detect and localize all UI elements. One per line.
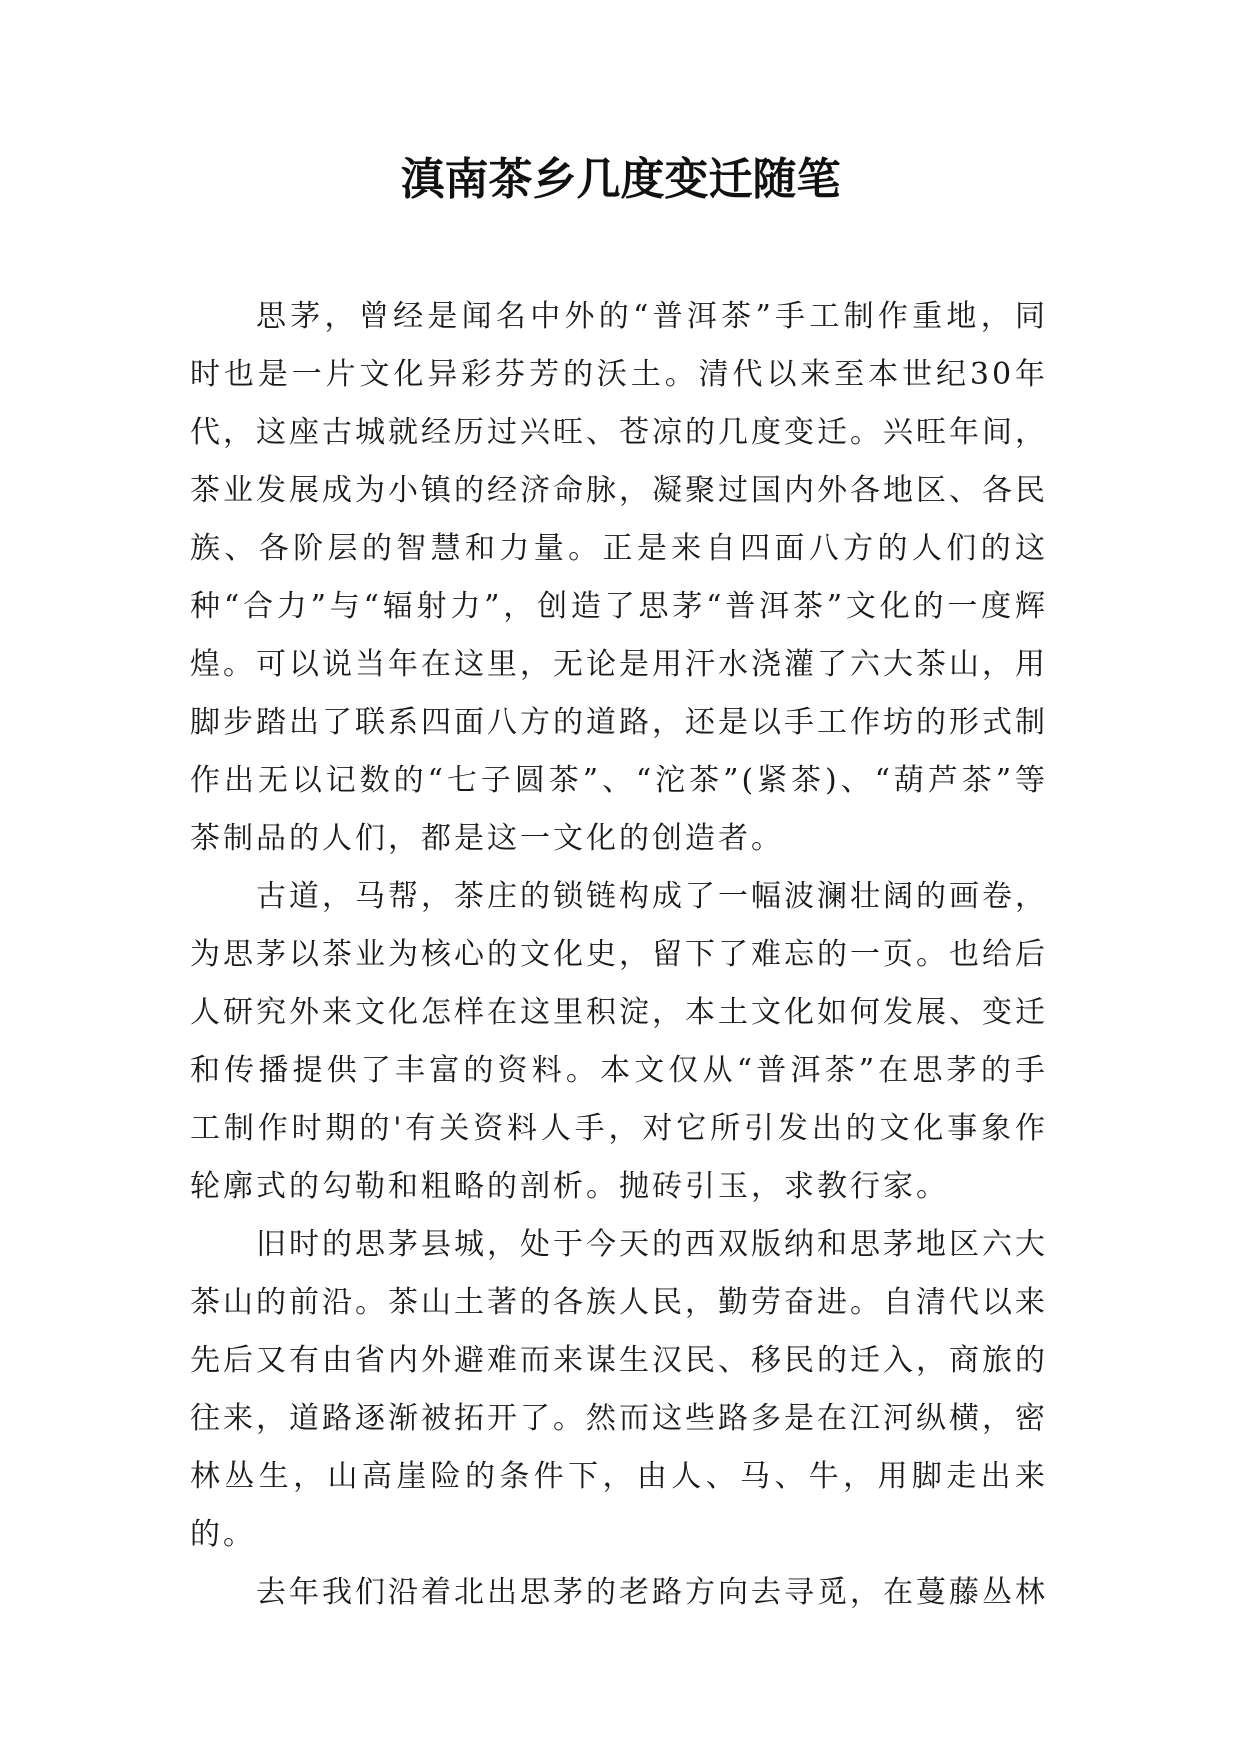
paragraph: 思茅，曾经是闻名中外的“普洱茶”手工制作重地，同时也是一片文化异彩芬芳的沃土。清代以来至本世纪30年代，这座古城就经历过兴旺、苍凉的几度变迁。兴旺年间，茶业发展成为小镇的经济命脉，凝聚过国内外各地区、各民族、各阶层的智慧和力量。正是来自四面八方的人们的这种“合力”与“辐射力”，创造了思茅“普洱茶”文化的一度辉煌。可以说当年在这里，无论是用汗水浇灌了六大茶山，用脚步踏出了联系四面八方的道路，还是以手工作坊的形式制作出无以记数的“七子圆茶”、“沱茶”(紧茶)、“葫芦茶”等茶制品的人们，都是这一文化的创造者。 [190, 299, 1048, 856]
paragraph: 旧时的思茅县城，处于今天的西双版纳和思茅地区六大茶山的前沿。茶山土著的各族人民，勤劳奋进。自清代以来先后又有由省内外避难而来谋生汉民、移民的迁入，商旅的往来，道路逐渐被拓开了。然而这些路多是在江河纵横，密林丛生，山高崖险的条件下，由人、马、牛，用脚走出来的。 [190, 1227, 1048, 1552]
document-body [190, 288, 1048, 1622]
document-title: 滇南茶乡几度变迁随笔 [400, 154, 841, 205]
paragraph: 古道，马帮，茶庄的锁链构成了一幅波澜壮阔的画卷，为思茅以茶业为核心的文化史，留下了难忘的一页。也给后人研究外来文化怎样在这里积淀，本土文化如何发展、变迁和传播提供了丰富的资料。本文仅从“普洱茶”在思茅的手工制作时期的'有关资料人手，对它所引发出的文化事象作轮廓式的勾勒和粗略的剖析。抛砖引玉，求教行家。 [190, 879, 1048, 1204]
paragraph: 去年我们沿着北出思茅的老路方向去寻觅，在蔓藤丛林 [256, 1575, 1048, 1610]
